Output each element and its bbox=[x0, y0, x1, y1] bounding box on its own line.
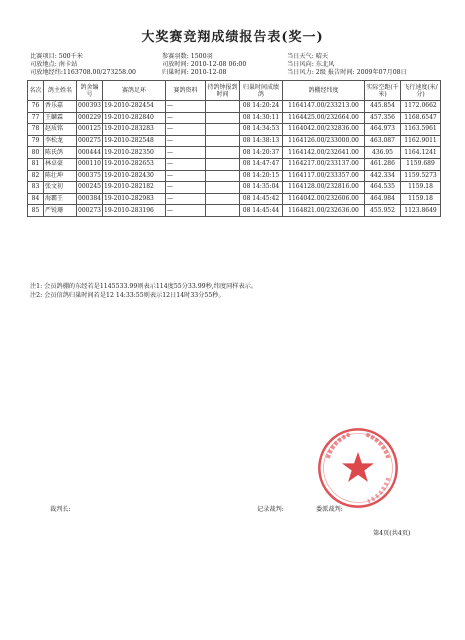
table-row bbox=[28, 193, 441, 205]
cell-speed: 1163.5961 bbox=[401, 124, 441, 136]
cell-coordinates: 1164126.00/233000.00 bbox=[283, 135, 365, 147]
page-number: 第4页(共4页) bbox=[373, 530, 411, 537]
cell-ring: 19-2010-282350 bbox=[103, 147, 166, 159]
cell-loft-id: 000444 bbox=[77, 147, 103, 159]
cell-coordinates: 1164425.00/232664.00 bbox=[283, 112, 365, 124]
cell-speed: 1164.1241 bbox=[401, 147, 441, 159]
cell-return-time: 08 14:20:37 bbox=[240, 147, 283, 159]
cell-rank: 79 bbox=[28, 135, 44, 147]
cell-ring: 19-2010-282653 bbox=[103, 158, 166, 170]
cell-rank: 76 bbox=[28, 101, 44, 113]
header-ring: 赛鸽足环 bbox=[103, 81, 166, 101]
cell-loft-id: 000125 bbox=[77, 124, 103, 136]
cell-ring: 19-2010-282182 bbox=[103, 182, 166, 194]
cell-coordinates: 1164142.00/232641.00 bbox=[283, 147, 365, 159]
cell-return-time: 08 14:20:15 bbox=[240, 170, 283, 182]
header-clock-time: 持鸽钟报到时间 bbox=[206, 81, 240, 101]
cell-loft-id: 000393 bbox=[77, 101, 103, 113]
cell-coordinates: 1164821.00/232636.00 bbox=[283, 205, 365, 217]
cell-owner: 王麟霖 bbox=[44, 112, 77, 124]
cell-distance: 445.854 bbox=[365, 101, 401, 113]
race-item-text: 比赛项目: 500千米 bbox=[30, 53, 83, 60]
cell-rank: 78 bbox=[28, 124, 44, 136]
cell-coordinates: 1164117.00/233357.00 bbox=[283, 170, 365, 182]
cell-loft-id: 000273 bbox=[77, 205, 103, 217]
return-time-text: 归巢时间: 2010-12-08 bbox=[162, 69, 227, 77]
cell-ring: 19-2010-282548 bbox=[103, 135, 166, 147]
cell-clock-time bbox=[206, 205, 240, 217]
cell-rank: 81 bbox=[28, 158, 44, 170]
cell-distance: 442.334 bbox=[365, 170, 401, 182]
cell-distance: 461.286 bbox=[365, 158, 401, 170]
cell-return-time: 08 14:45:44 bbox=[240, 205, 283, 217]
header-rank: 名次 bbox=[28, 81, 44, 101]
cell-owner: 张文初 bbox=[44, 182, 77, 194]
release-time-text: 司放时间: 2010-12-08 06:00 bbox=[162, 61, 247, 69]
wind-direction-text: 当日风向: 东北风 bbox=[287, 61, 335, 69]
cell-distance: 457.356 bbox=[365, 112, 401, 124]
cell-rank: 83 bbox=[28, 182, 44, 194]
cell-owner: 赵质铭 bbox=[44, 124, 77, 136]
cell-loft-id: 000229 bbox=[77, 112, 103, 124]
cell-speed: 1162.9011 bbox=[401, 135, 441, 147]
cell-return-time: 08 14:30:11 bbox=[240, 112, 283, 124]
header-owner: 鸽主姓名 bbox=[44, 81, 77, 101]
cell-rank: 85 bbox=[28, 205, 44, 217]
cell-coordinates: 1164147.00/233213.00 bbox=[283, 101, 365, 113]
cell-pigeon-info: — bbox=[166, 158, 206, 170]
cell-owner: 海霸王 bbox=[44, 193, 77, 205]
cell-rank: 84 bbox=[28, 193, 44, 205]
cell-coordinates: 1164128.00/232816.00 bbox=[283, 182, 365, 194]
page-title: 大奖赛竞翔成绩报告表(奖一) bbox=[141, 30, 324, 45]
cell-rank: 82 bbox=[28, 170, 44, 182]
cell-pigeon-info: — bbox=[166, 182, 206, 194]
cell-clock-time bbox=[206, 101, 240, 113]
cell-pigeon-info: — bbox=[166, 124, 206, 136]
record-referee-label: 记录裁判: bbox=[257, 506, 284, 513]
cell-pigeon-info: — bbox=[166, 112, 206, 124]
cell-owner: 李松龙 bbox=[44, 135, 77, 147]
cell-ring: 19-2010-282454 bbox=[103, 101, 166, 113]
header-loft-id: 鸽舍编号 bbox=[77, 81, 103, 101]
cell-pigeon-info: — bbox=[166, 193, 206, 205]
cell-clock-time bbox=[206, 124, 240, 136]
table-row bbox=[28, 205, 441, 217]
weather-text: 当日天气: 晴天 bbox=[287, 53, 329, 60]
header-coordinates: 鸽棚经纬度 bbox=[283, 81, 365, 101]
cell-return-time: 08 14:47:47 bbox=[240, 158, 283, 170]
header-distance: 实际空距(千米) bbox=[365, 81, 401, 101]
table-row bbox=[28, 135, 441, 147]
cell-owner: 严锐珊 bbox=[44, 205, 77, 217]
header-pigeon-info: 赛鸽资料 bbox=[166, 81, 206, 101]
cell-distance: 455.952 bbox=[365, 205, 401, 217]
cell-return-time: 08 14:34:53 bbox=[240, 124, 283, 136]
cell-speed: 1159.689 bbox=[401, 158, 441, 170]
cell-distance: 464.973 bbox=[365, 124, 401, 136]
cell-return-time: 08 14:38:13 bbox=[240, 135, 283, 147]
table-header-row bbox=[28, 81, 441, 101]
cell-ring: 19-2010-282983 bbox=[103, 193, 166, 205]
cell-pigeon-info: — bbox=[166, 170, 206, 182]
cell-clock-time bbox=[206, 193, 240, 205]
race-info-left bbox=[30, 52, 136, 77]
cell-distance: 436.95 bbox=[365, 147, 401, 159]
table-row bbox=[28, 147, 441, 159]
release-location-text: 司放地点: 南卡站 bbox=[30, 61, 78, 69]
cell-owner: 香乐嘉 bbox=[44, 101, 77, 113]
cell-loft-id: 000245 bbox=[77, 182, 103, 194]
table-row bbox=[28, 112, 441, 124]
cell-owner: 陈壮坤 bbox=[44, 170, 77, 182]
cell-pigeon-info: — bbox=[166, 147, 206, 159]
cell-pigeon-info: — bbox=[166, 135, 206, 147]
cell-speed: 1123.8649 bbox=[401, 205, 441, 217]
race-info-right bbox=[287, 52, 407, 77]
notes bbox=[30, 283, 257, 300]
cell-speed: 1159.18 bbox=[401, 193, 441, 205]
header-return-time: 归巢时间成绩鸽 bbox=[240, 81, 283, 101]
official-seal bbox=[316, 426, 400, 510]
table-row bbox=[28, 124, 441, 136]
cell-owner: 林卓豪 bbox=[44, 158, 77, 170]
cell-rank: 77 bbox=[28, 112, 44, 124]
cell-pigeon-info: — bbox=[166, 101, 206, 113]
entries-count-text: 参赛羽数: 1500羽 bbox=[162, 53, 213, 60]
cell-clock-time bbox=[206, 182, 240, 194]
cell-loft-id: 000275 bbox=[77, 135, 103, 147]
results-table bbox=[27, 80, 441, 217]
cell-return-time: 08 14:20:24 bbox=[240, 101, 283, 113]
cell-clock-time bbox=[206, 158, 240, 170]
cell-owner: 陈氏鸽 bbox=[44, 147, 77, 159]
release-coordinates-text: 司放地经纬:1163708.00/273258.00 bbox=[30, 69, 136, 77]
cell-ring: 19-2010-283283 bbox=[103, 124, 166, 136]
table-row bbox=[28, 170, 441, 182]
chief-referee-label: 裁判长: bbox=[50, 506, 71, 513]
cell-distance: 464.984 bbox=[365, 193, 401, 205]
cell-loft-id: 000110 bbox=[77, 158, 103, 170]
cell-loft-id: 000384 bbox=[77, 193, 103, 205]
table-row bbox=[28, 158, 441, 170]
cell-ring: 19-2010-282840 bbox=[103, 112, 166, 124]
wind-force-report-time-text: 当日风力: 2级 报告时间: 2009年07月08日 bbox=[287, 69, 407, 77]
cell-coordinates: 1164042.00/232606.00 bbox=[283, 193, 365, 205]
cell-speed: 1159.5273 bbox=[401, 170, 441, 182]
cell-return-time: 08 14:35:04 bbox=[240, 182, 283, 194]
cell-coordinates: 1164217.00/233137.00 bbox=[283, 158, 365, 170]
cell-pigeon-info: — bbox=[166, 205, 206, 217]
table-row bbox=[28, 101, 441, 113]
cell-clock-time bbox=[206, 170, 240, 182]
cell-speed: 1172.0662 bbox=[401, 101, 441, 113]
cell-clock-time bbox=[206, 135, 240, 147]
header-speed: 飞行速度(米/分) bbox=[401, 81, 441, 101]
cell-ring: 19-2010-283196 bbox=[103, 205, 166, 217]
note-2: 注2: 会员信鸽归巢时间若是12 14:33:55则表示12日14时33分55秒。 bbox=[30, 291, 225, 299]
race-info-middle bbox=[162, 52, 246, 77]
cell-clock-time bbox=[206, 112, 240, 124]
cell-loft-id: 000375 bbox=[77, 170, 103, 182]
note-1: 注1: 会员鸽棚的东经若是1145533.99则表示114度55分33.99秒,纬度同样表示。 bbox=[30, 283, 258, 290]
cell-ring: 19-2010-282430 bbox=[103, 170, 166, 182]
cell-clock-time bbox=[206, 147, 240, 159]
cell-distance: 463.087 bbox=[365, 135, 401, 147]
cell-coordinates: 1164042.00/232836.00 bbox=[283, 124, 365, 136]
cell-speed: 1168.6547 bbox=[401, 112, 441, 124]
cell-rank: 80 bbox=[28, 147, 44, 159]
assigned-referee-label: 委派裁判: bbox=[316, 506, 343, 513]
cell-return-time: 08 14:45:42 bbox=[240, 193, 283, 205]
table-row bbox=[28, 182, 441, 194]
cell-distance: 464.535 bbox=[365, 182, 401, 194]
cell-speed: 1159.18 bbox=[401, 182, 441, 194]
